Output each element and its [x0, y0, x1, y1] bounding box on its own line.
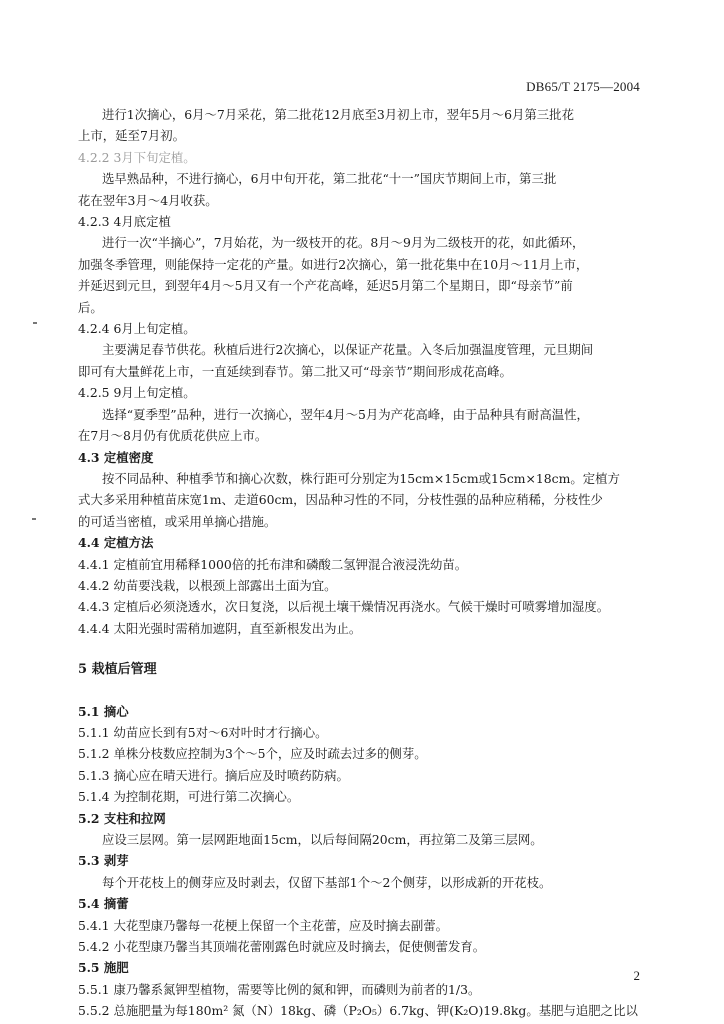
clause-line: 5.1.3 摘心应在晴天进行。摘后应及时喷药防病。 — [78, 767, 349, 783]
clause-line: 4.4.3 定植后必须浇透水，次日复浇，以后视土壤干燥情况再浇水。气候干燥时可喷雾增加湿度。 — [78, 599, 610, 615]
paragraph-line: 的可适当密植，或采用单摘心措施。 — [78, 513, 277, 529]
section-heading: 4.3 定植密度 — [78, 449, 154, 465]
clause-line: 5.1.2 单株分枝数应控制为3个～5个，应及时疏去过多的侧芽。 — [78, 746, 427, 762]
scan-mark — [33, 322, 37, 324]
section-heading: 5.3 剥芽 — [78, 853, 129, 869]
paragraph-line: 选早熟品种，不进行摘心，6月中旬开花，第二批花“十一”国庆节期间上市，第三批 — [102, 171, 557, 187]
paragraph-line: 主要满足春节供花。秋植后进行2次摘心，以保证产花量。入冬后加强温度管理，元旦期间 — [102, 342, 594, 358]
clause-heading: 4.2.2 3月下旬定植。 — [78, 149, 196, 165]
clause-line: 5.4.1 大花型康乃馨每一花梗上保留一个主花蕾，应及时摘去副蕾。 — [78, 917, 449, 933]
section-heading: 5.5 施肥 — [78, 960, 129, 976]
clause-line: 4.4.4 太阳光强时需稍加遮阴，直至新根发出为止。 — [78, 620, 362, 636]
paragraph-line: 在7月～8月仍有优质花供应上市。 — [78, 428, 268, 444]
paragraph-line: 进行一次“半摘心”，7月始花，为一级枝开的花。8月～9月为二级枝开的花，如此循环， — [102, 235, 585, 251]
paragraph-line: 上市，延至7月初。 — [78, 128, 186, 144]
section-heading: 5.4 摘蕾 — [78, 896, 129, 912]
section-heading: 5.1 摘心 — [78, 703, 129, 719]
clause-line: 5.5.2 总施肥量为每180m² 氮（N）18kg、磷（P₂O₅）6.7kg、钾(K₂O)19.8kg。基肥与追肥之比以 — [78, 1003, 638, 1019]
paragraph-line: 即可有大量鲜花上市，一直延续到春节。第二批又可“母亲节”期间形成花高峰。 — [78, 363, 512, 379]
paragraph-line: 按不同品种、种植季节和摘心次数，株行距可分别定为15cm×15cm或15cm×18cm。定植方 — [102, 470, 620, 486]
document-body — [78, 104, 644, 1022]
page-number: 2 — [633, 968, 640, 983]
paragraph-line: 选择“夏季型”品种，进行一次摘心，翌年4月～5月为产花高峰，由于品种具有耐高温性， — [102, 406, 589, 422]
clause-line: 5.1.4 为控制花期，可进行第二次摘心。 — [78, 789, 300, 805]
section-heading: 4.4 定植方法 — [78, 535, 154, 551]
chapter-heading: 5 栽植后管理 — [78, 662, 157, 678]
paragraph-line: 花在翌年3月～4月收获。 — [78, 192, 218, 208]
paragraph-line: 进行1次摘心，6月～7月采花，第二批花12月底至3月初上市，翌年5月～6月第三批花 — [102, 107, 574, 122]
clause-line: 5.4.2 小花型康乃馨当其顶端花蕾刚露色时就应及时摘去，促使侧蕾发育。 — [78, 939, 486, 955]
paragraph-line: 每个开花枝上的侧芽应及时剥去，仅留下基部1个～2个侧芽，以形成新的开花枝。 — [102, 874, 552, 890]
clause-line: 5.1.1 幼苗应长到有5对～6对叶时才行摘心。 — [78, 724, 328, 740]
section-heading: 5.2 支柱和拉网 — [78, 810, 166, 826]
paragraph-line: 后。 — [78, 299, 103, 315]
clause-heading: 4.2.5 9月上旬定植。 — [78, 385, 196, 401]
paragraph-line: 应设三层网。第一层网距地面15cm，以后每间隔20cm，再拉第二及第三层网。 — [102, 832, 543, 847]
clause-line: 4.4.2 幼苗要浅栽，以根颈上部露出土面为宜。 — [78, 577, 337, 593]
paragraph-line: 加强冬季管理，则能保持一定花的产量。如进行2次摘心，第一批花集中在10月～11月上市， — [78, 256, 589, 272]
clause-heading: 4.2.3 4月底定植 — [78, 214, 171, 230]
clause-line: 4.4.1 定植前宜用稀释1000倍的托布津和磷酸二氢钾混合液浸洗幼苗。 — [78, 556, 468, 572]
clause-heading: 4.2.4 6月上旬定植。 — [78, 321, 196, 337]
clause-line: 5.5.1 康乃馨系氮钾型植物，需要等比例的氮和钾，而磷则为前者的1/3。 — [78, 981, 481, 997]
paragraph-line: 式大多采用种植苗床宽1m、走道60cm，因品种习性的不同，分枝性强的品种应稍稀，分枝性少 — [78, 492, 603, 508]
document-code: DB65/T 2175—2004 — [526, 79, 640, 94]
paragraph-line: 并延迟到元旦，到翌年4月～5月又有一个产花高峰，延迟5月第二个星期日，即“母亲节”前 — [78, 278, 573, 294]
scan-mark — [32, 518, 36, 520]
